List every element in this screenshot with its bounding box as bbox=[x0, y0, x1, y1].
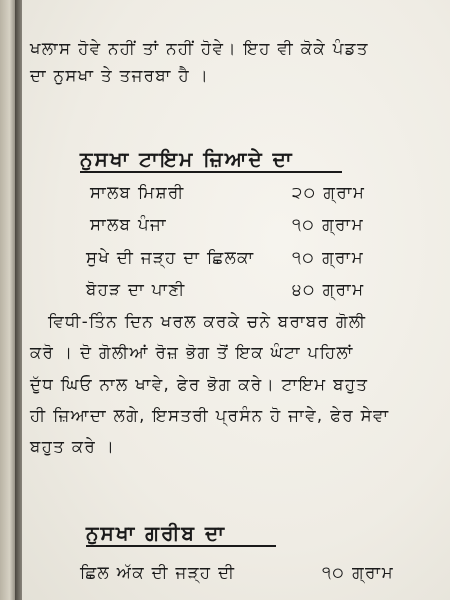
method-line-4: ਹੀ ਜ਼ਿਆਦਾ ਲਗੇ, ਇਸਤਰੀ ਪ੍ਰਸੰਨ ਹੋ ਜਾਵੇ, ਫੇਰ ਸੇਵਾ bbox=[30, 406, 390, 425]
ingredient-quantity: ੧੦ ਗ੍ਰਾਮ bbox=[322, 563, 395, 582]
intro-line-1: ਖਲਾਸ ਹੋਵੇ ਨਹੀਂ ਤਾਂ ਨਹੀਂ ਹੋਵੇ। ਇਹ ਵੀ ਕੋਕੇ ਪੰਡਤ bbox=[30, 39, 369, 58]
ingredient-name: ਸਾਲਬ ਮਿਸ਼ਰੀ bbox=[90, 183, 185, 202]
book-page bbox=[22, 0, 450, 600]
ingredient-quantity: ੪੦ ਗ੍ਰਾਮ bbox=[292, 280, 365, 299]
method-line-5: ਬਹੁਤ ਕਰੇ । bbox=[30, 437, 116, 456]
recipe-2-title: ਨੁਸਖਾ ਗਰੀਬ ਦਾ bbox=[86, 521, 226, 545]
ingredient-name: ਬੋਹੜ ਦਾ ਪਾਣੀ bbox=[86, 280, 186, 299]
intro-line-2: ਦਾ ਨੁਸਖਾ ਤੇ ਤਜਰਬਾ ਹੈ । bbox=[30, 66, 210, 85]
method-line-2: ਕਰੋ । ਦੋ ਗੋਲੀਆਂ ਰੋਜ਼ ਭੋਗ ਤੋਂ ਇਕ ਘੰਟਾ ਪਹਿਲਾਂ bbox=[30, 343, 354, 362]
recipe-1-title: ਨੁਸਖਾ ਟਾਇਮ ਜ਼ਿਆਦੇ ਦਾ bbox=[80, 147, 294, 171]
ingredient-quantity: ੨੦ ਗ੍ਰਾਮ bbox=[292, 183, 366, 202]
ingredient-name: ਸੁਖੇ ਦੀ ਜੜ੍ਹ ਦਾ ਛਿਲਕਾ bbox=[86, 248, 255, 267]
ingredient-quantity: ੧੦ ਗ੍ਰਾਮ bbox=[292, 215, 365, 234]
recipe-2-title-underline bbox=[86, 545, 276, 547]
method-line-1: ਵਿਧੀ-ਤਿੰਨ ਦਿਨ ਖਰਲ ਕਰਕੇ ਚਨੇ ਬਰਾਬਰ ਗੋਲੀ bbox=[48, 312, 367, 331]
ingredient-name: ਸਾਲਬ ਪੰਜਾ bbox=[90, 215, 167, 234]
method-line-3: ਦੁੱਧ ਘਿਓ ਨਾਲ ਖਾਵੇ, ਫੇਰ ਭੋਗ ਕਰੇ। ਟਾਇਮ ਬਹੁਤ bbox=[30, 375, 369, 394]
ingredient-quantity: ੧੦ ਗ੍ਰਾਮ bbox=[292, 248, 365, 267]
recipe-1-title-underline bbox=[80, 171, 342, 173]
book-binding bbox=[0, 0, 16, 600]
ingredient-name: ਛਿਲ ਅੱਕ ਦੀ ਜੜ੍ਹ ਦੀ bbox=[80, 563, 236, 582]
